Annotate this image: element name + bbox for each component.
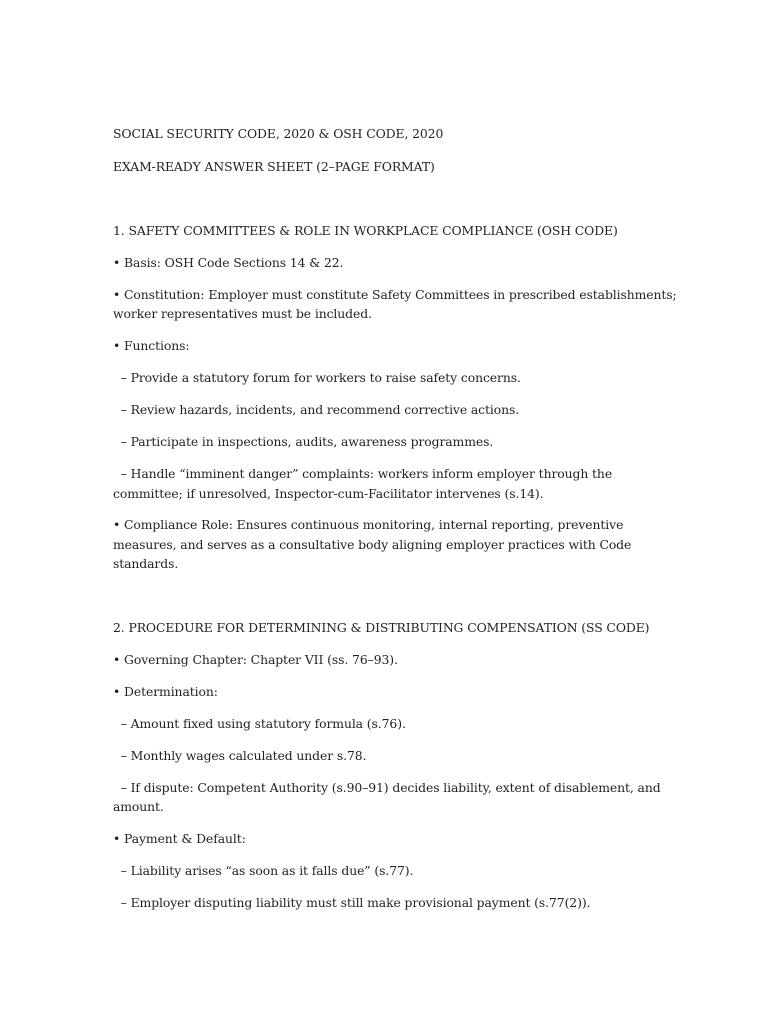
function-item: – Participate in inspections, audits, awareness programmes. [113,434,494,449]
document-subtitle: EXAM-READY ANSWER SHEET (2–PAGE FORMAT) [113,159,435,174]
document-title: SOCIAL SECURITY CODE, 2020 & OSH CODE, 2020 [113,126,444,141]
constitution-line-2: worker representatives must be included. [113,306,372,321]
imminent-danger-line-2: committee; if unresolved, Inspector-cum-Facilitator intervenes (s.14). [113,486,544,501]
dispute-line-1: – If dispute: Competent Authority (s.90–91) decides liability, extent of disablement, and [113,780,661,795]
functions-label: • Functions: [113,338,190,353]
section-1-heading: 1. SAFETY COMMITTEES & ROLE IN WORKPLACE COMPLIANCE (OSH CODE) [113,223,618,238]
determination-label: • Determination: [113,684,218,699]
function-item: – Provide a statutory forum for workers to raise safety concerns. [113,370,521,385]
section-2-heading: 2. PROCEDURE FOR DETERMINING & DISTRIBUTING COMPENSATION (SS CODE) [113,620,650,635]
imminent-danger-line-1: – Handle “imminent danger” complaints: workers inform employer through the [113,466,613,481]
governing-chapter-line: • Governing Chapter: Chapter VII (ss. 76–93). [113,652,398,667]
determination-item: – Amount fixed using statutory formula (s.76). [113,716,406,731]
payment-default-label: • Payment & Default: [113,831,246,846]
compliance-role-line-2: measures, and serves as a consultative body aligning employer practices with Code [113,537,632,552]
constitution-line-1: • Constitution: Employer must constitute Safety Committees in prescribed establishments; [113,287,677,302]
basis-line: • Basis: OSH Code Sections 14 & 22. [113,255,344,270]
determination-item: – Monthly wages calculated under s.78. [113,748,367,763]
payment-item: – Liability arises “as soon as it falls due” (s.77). [113,863,414,878]
function-item: – Review hazards, incidents, and recommend corrective actions. [113,402,520,417]
compliance-role-line-1: • Compliance Role: Ensures continuous monitoring, internal reporting, preventive [113,517,624,532]
compliance-role-line-3: standards. [113,556,179,571]
payment-item: – Employer disputing liability must still make provisional payment (s.77(2)). [113,895,591,910]
dispute-line-2: amount. [113,799,164,814]
